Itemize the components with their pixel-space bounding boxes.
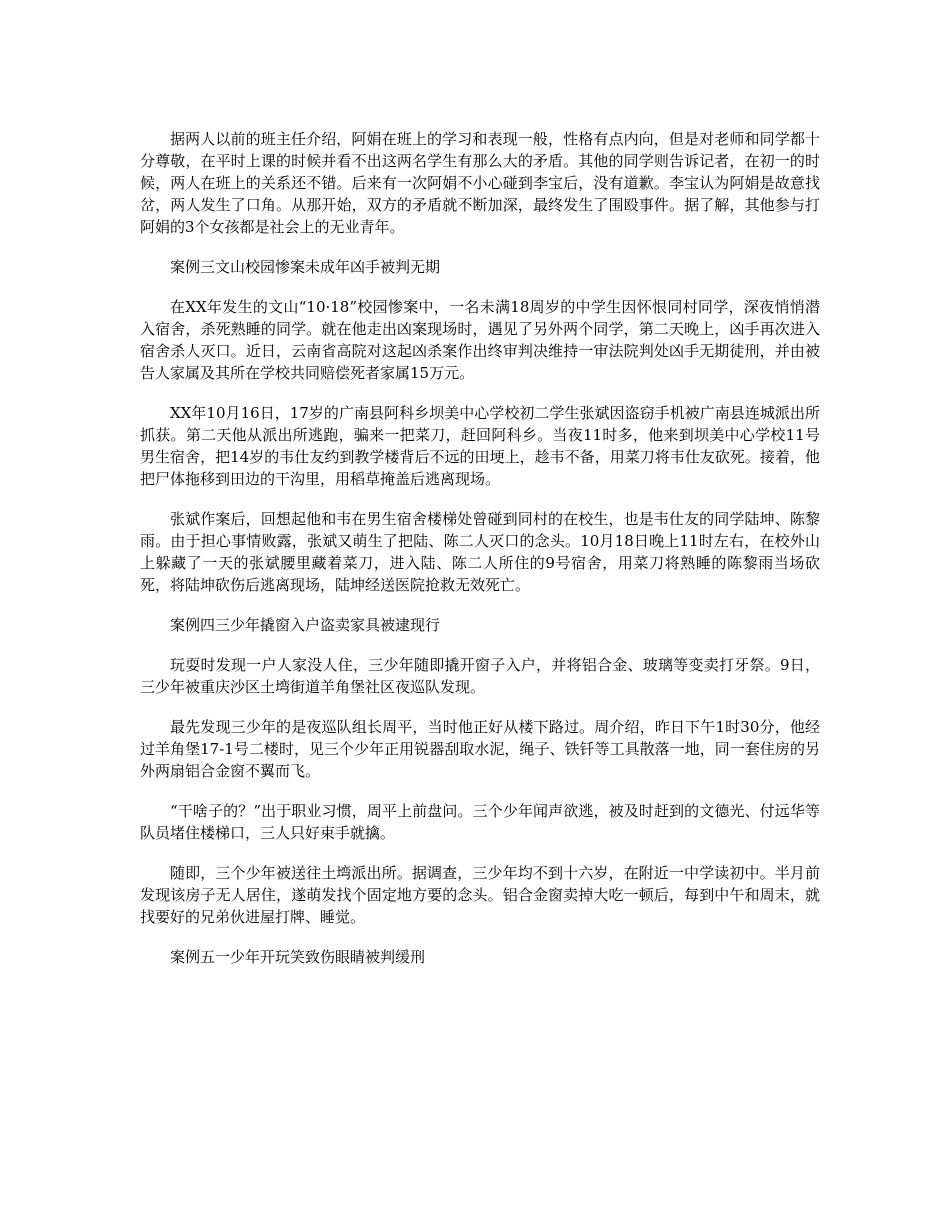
paragraph-patrol-discovery: 最先发现三少年的是夜巡队组长周平，当时他正好从楼下路过。周介绍，昨日下午1时30分，他经过羊角堡17-1号二楼时，见三个少年正用锐器刮取水泥，绳子、铁钎等工具散落一地，同一套住房的另外两扇铝合金窗不翼而飞。 [140, 718, 820, 780]
paragraph-wenshan-case: 在XX年发生的文山“10·18”校园惨案中，一名未满18周岁的中学生因怀恨同村同学，深夜悄悄潜入宿舍，杀死熟睡的同学。就在他走出凶案现场时，遇见了另外两个同学，第二天晚上，凶手再次进入宿舍杀人灭口。近日，云南省高院对这起凶杀案作出终审判决维持一审法院判处凶手无期徒刑，并由被告人家属及其所在学校共同赔偿死者家属15万元。 [140, 298, 820, 382]
paragraph-class-conflict: 据两人以前的班主任介绍，阿娟在班上的学习和表现一般，性格有点内向，但是对老师和同学都十分尊敬，在平时上课的时候并看不出这两名学生有那么大的矛盾。其他的同学则告诉记者，在初一的时候，两人在班上的关系还不错。后来有一次阿娟不小心碰到李宝后，没有道歉。李宝认为阿娟是故意找岔，两人发生了口角。从那开始，双方的矛盾就不断加深，最终发生了围殴事件。据了解，其他参与打阿娟的3个女孩都是社会上的无业青年。 [140, 130, 820, 236]
paragraph-arrest: “干啥子的？”出于职业习惯，周平上前盘问。三个少年闻声欲逃，被及时赶到的文德光、付远华等队员堵住楼梯口，三人只好束手就擒。 [140, 802, 820, 842]
paragraph-investigation: 随即，三个少年被送往土塆派出所。据调查，三少年均不到十六岁，在附近一中学读初中。半月前发现该房子无人居住，遂萌发找个固定地方要的念头。铝合金窗卖掉大吃一顿后，每到中午和周末，就找要好的兄弟伙进屋打牌、睡觉。 [140, 864, 820, 926]
paragraph-window-theft: 玩耍时发现一户人家没人住，三少年随即撬开窗子入户，并将铝合金、玻璃等变卖打牙祭。9日，三少年被重庆沙区土塆街道羊角堡社区夜巡队发现。 [140, 656, 820, 696]
paragraph-zhangbin-arrest: XX年10月16日，17岁的广南县阿科乡坝美中心学校初二学生张斌因盗窃手机被广南县连城派出所抓获。第二天他从派出所逃跑，骗来一把菜刀，赶回阿科乡。当夜11时多，他来到坝美中心学校11号男生宿舍，把14岁的韦仕友约到教学楼背后不远的田埂上，趁韦不备，用菜刀将韦仕友砍死。接着，他把尸体拖移到田边的干沟里，用稻草掩盖后逃离现场。 [140, 404, 820, 488]
case-three-heading: 案例三文山校园惨案未成年凶手被判无期 [170, 258, 441, 276]
case-five-heading: 案例五一少年开玩笑致伤眼睛被判缓刑 [170, 948, 426, 966]
paragraph-zhangbin-second-crime: 张斌作案后，回想起他和韦在男生宿舍楼梯处曾碰到同村的在校生，也是韦仕友的同学陆坤、陈黎雨。由于担心事情败露，张斌又萌生了把陆、陈二人灭口的念头。10月18日晚上11时左右，在校外山上躲藏了一天的张斌腰里藏着菜刀，进入陆、陈二人所住的9号宿舍，用菜刀将熟睡的陈黎雨当场砍死，将陆坤砍伤后逃离现场，陆坤经送医院抢救无效死亡。 [140, 510, 820, 594]
document-body [140, 128, 820, 986]
case-four-heading: 案例四三少年撬窗入户盗卖家具被逮现行 [170, 616, 441, 634]
